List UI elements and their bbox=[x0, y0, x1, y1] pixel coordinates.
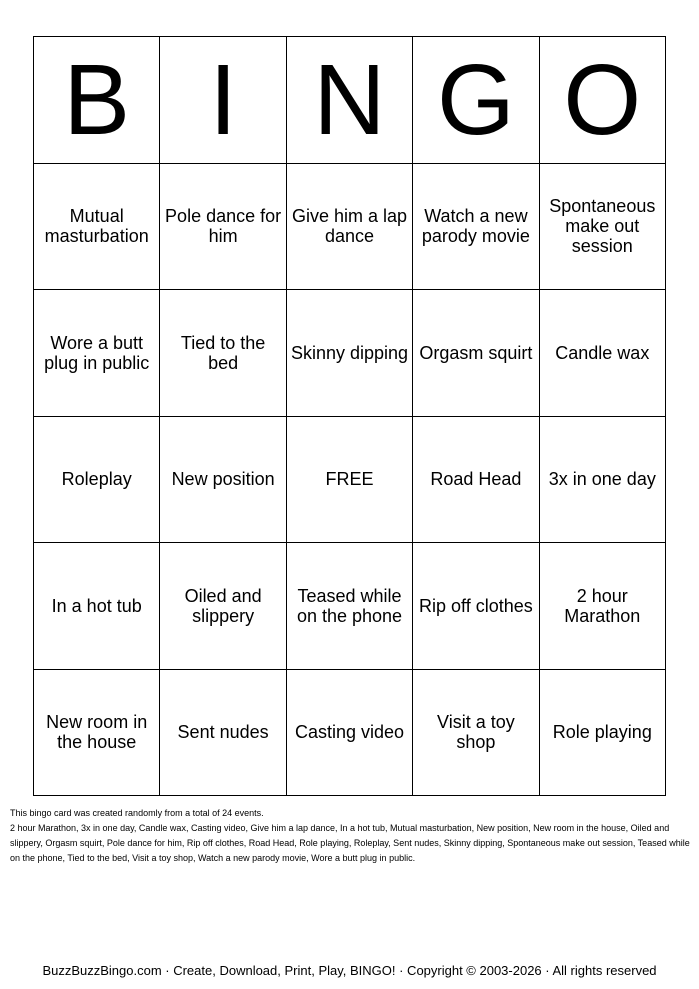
bingo-square: New position bbox=[160, 417, 286, 544]
bingo-square: 2 hour Marathon bbox=[540, 543, 666, 670]
footnote-event-list: 2 hour Marathon, 3x in one day, Candle wax, Casting video, Give him a lap dance, In a hot tub, Mutual masturbation, New position, New room in the house, Oiled and slippery, Orgasm squirt, Pole dance for him, Rip off clothes, Road Head, Role playing, Roleplay, Sent nudes, Skinny dipping, Spontaneous make out session, Teased while on the phone, Tied to the bed, Visit a toy shop, Watch a new parody movie, Wore a butt plug in public. bbox=[10, 823, 690, 863]
page-footer: BuzzBuzzBingo.com · Create, Download, Print, Play, BINGO! · Copyright © 2003-2026 · All rights reserved bbox=[42, 963, 657, 978]
bingo-card bbox=[33, 36, 666, 796]
bingo-square: 3x in one day bbox=[540, 417, 666, 544]
bingo-square: In a hot tub bbox=[34, 543, 160, 670]
footnote-intro: This bingo card was created randomly from a total of 24 events. bbox=[10, 808, 264, 818]
bingo-square: Candle wax bbox=[540, 290, 666, 417]
bingo-square: Mutual masturbation bbox=[34, 164, 160, 291]
bingo-square: Pole dance for him bbox=[160, 164, 286, 291]
bingo-square: Spontaneous make out session bbox=[540, 164, 666, 291]
bingo-square: Wore a butt plug in public bbox=[34, 290, 160, 417]
bingo-square: Visit a toy shop bbox=[413, 670, 539, 797]
bingo-square: Sent nudes bbox=[160, 670, 286, 797]
header-letter-o: O bbox=[540, 37, 666, 164]
bingo-square: Casting video bbox=[287, 670, 413, 797]
bingo-square: Teased while on the phone bbox=[287, 543, 413, 670]
bingo-square: Orgasm squirt bbox=[413, 290, 539, 417]
bingo-square: Roleplay bbox=[34, 417, 160, 544]
bingo-square: New room in the house bbox=[34, 670, 160, 797]
header-letter-i: I bbox=[160, 37, 286, 164]
bingo-square: Role playing bbox=[540, 670, 666, 797]
bingo-square: Rip off clothes bbox=[413, 543, 539, 670]
card-footnote bbox=[10, 806, 690, 866]
bingo-square: Watch a new parody movie bbox=[413, 164, 539, 291]
header-letter-g: G bbox=[413, 37, 539, 164]
bingo-square: Give him a lap dance bbox=[287, 164, 413, 291]
header-letter-n: N bbox=[287, 37, 413, 164]
bingo-square: Tied to the bed bbox=[160, 290, 286, 417]
bingo-square: Oiled and slippery bbox=[160, 543, 286, 670]
bingo-square: Road Head bbox=[413, 417, 539, 544]
free-square: FREE bbox=[287, 417, 413, 544]
bingo-square: Skinny dipping bbox=[287, 290, 413, 417]
header-letter-b: B bbox=[34, 37, 160, 164]
